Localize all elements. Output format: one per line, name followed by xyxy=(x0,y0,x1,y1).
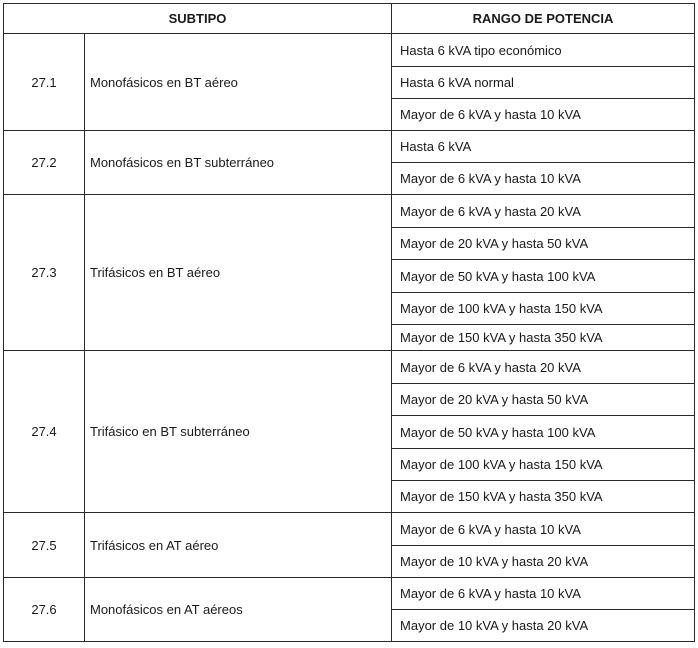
table-row xyxy=(4,34,695,67)
power-range-cell: Hasta 6 kVA tipo económico xyxy=(392,34,695,67)
subtype-name: Monofásicos en AT aéreos xyxy=(85,578,392,642)
power-range-cell: Mayor de 150 kVA y hasta 350 kVA xyxy=(392,481,695,513)
header-rango-de-potencia: RANGO DE POTENCIA xyxy=(392,4,695,34)
subtype-code: 27.4 xyxy=(4,351,85,513)
power-range-cell: Mayor de 10 kVA y hasta 20 kVA xyxy=(392,546,695,578)
power-range-cell: Mayor de 6 kVA y hasta 20 kVA xyxy=(392,351,695,384)
power-range-cell: Mayor de 100 kVA y hasta 150 kVA xyxy=(392,449,695,481)
table-row xyxy=(4,131,695,163)
power-range-cell: Mayor de 50 kVA y hasta 100 kVA xyxy=(392,416,695,449)
header-subtipo: SUBTIPO xyxy=(4,4,392,34)
power-range-cell: Mayor de 6 kVA y hasta 10 kVA xyxy=(392,163,695,195)
subtype-code: 27.2 xyxy=(4,131,85,195)
table-row xyxy=(4,513,695,546)
power-range-cell: Mayor de 50 kVA y hasta 100 kVA xyxy=(392,260,695,293)
table-row xyxy=(4,351,695,384)
power-range-cell: Mayor de 6 kVA y hasta 20 kVA xyxy=(392,195,695,228)
power-range-table xyxy=(3,3,695,642)
subtype-code: 27.3 xyxy=(4,195,85,351)
header-row xyxy=(4,4,695,34)
subtype-name: Monofásicos en BT aéreo xyxy=(85,34,392,131)
power-range-cell: Mayor de 6 kVA y hasta 10 kVA xyxy=(392,99,695,131)
power-range-cell: Mayor de 20 kVA y hasta 50 kVA xyxy=(392,228,695,260)
subtype-code: 27.6 xyxy=(4,578,85,642)
power-range-cell: Mayor de 6 kVA y hasta 10 kVA xyxy=(392,578,695,610)
subtype-name: Trifásicos en AT aéreo xyxy=(85,513,392,578)
power-range-cell: Mayor de 20 kVA y hasta 50 kVA xyxy=(392,384,695,416)
subtype-name: Trifásicos en BT aéreo xyxy=(85,195,392,351)
subtype-name: Trifásico en BT subterráneo xyxy=(85,351,392,513)
subtype-code: 27.5 xyxy=(4,513,85,578)
table-row xyxy=(4,195,695,228)
subtype-name: Monofásicos en BT subterráneo xyxy=(85,131,392,195)
table-body xyxy=(4,34,695,642)
power-range-cell: Mayor de 10 kVA y hasta 20 kVA xyxy=(392,610,695,642)
power-range-cell: Mayor de 6 kVA y hasta 10 kVA xyxy=(392,513,695,546)
table-row xyxy=(4,578,695,610)
power-range-cell: Mayor de 100 kVA y hasta 150 kVA xyxy=(392,293,695,325)
subtype-code: 27.1 xyxy=(4,34,85,131)
power-range-cell: Hasta 6 kVA xyxy=(392,131,695,163)
power-range-cell: Mayor de 150 kVA y hasta 350 kVA xyxy=(392,325,695,351)
power-range-cell: Hasta 6 kVA normal xyxy=(392,67,695,99)
